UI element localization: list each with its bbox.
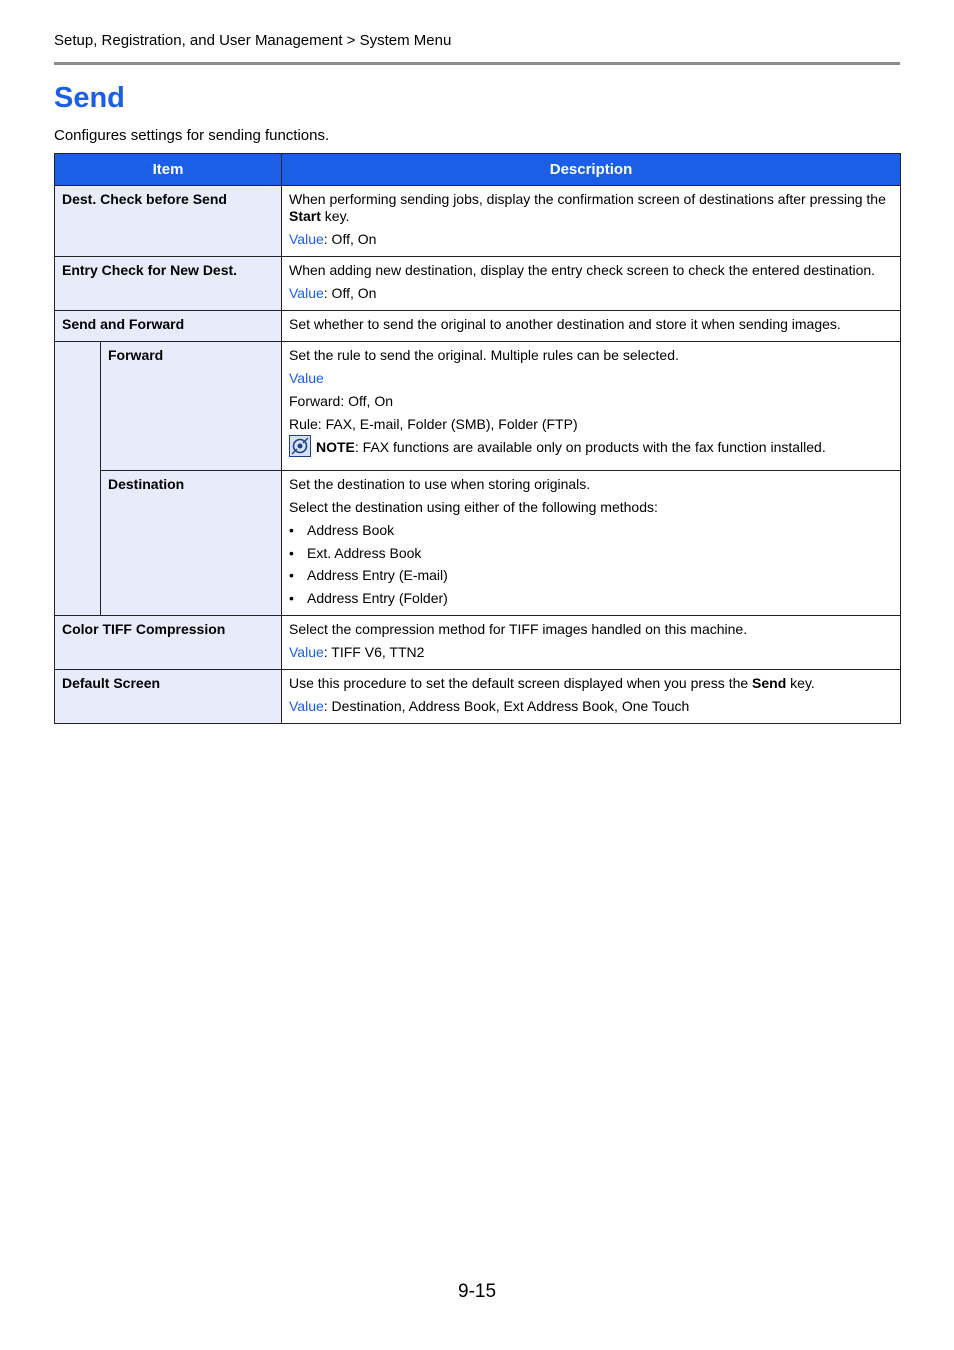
desc-text: Use this procedure to set the default screen displayed when you press the — [289, 674, 753, 691]
value-text: : Off, On — [323, 285, 377, 301]
desc-text: Set the destination to use when storing originals. — [289, 476, 591, 492]
value-text: Rule: FAX, E-mail, Folder (SMB), Folder (FTP) — [289, 416, 578, 432]
desc-text: When performing sending jobs, display the confirmation screen of destinations after pressing the — [289, 191, 886, 207]
item-forward: Forward — [101, 342, 282, 471]
desc-dest-check — [282, 186, 901, 257]
desc-text: Select the destination using either of the following methods: — [289, 499, 658, 515]
value-label: Value — [289, 643, 324, 660]
value-label: Value — [289, 370, 324, 386]
key-name: Send — [752, 674, 787, 691]
breadcrumb: Setup, Registration, and User Management > System Menu — [54, 32, 452, 49]
table-row — [55, 311, 901, 342]
item-destination: Destination — [101, 471, 282, 616]
value-text: : TIFF V6, TTN2 — [323, 643, 425, 660]
item-dest-check: Dest. Check before Send — [55, 186, 282, 257]
desc-text: key. — [320, 208, 350, 224]
sub-item-indent — [55, 342, 101, 616]
list-item-label: Address Entry (Folder) — [307, 589, 448, 606]
table-row — [55, 615, 901, 669]
item-send-forward: Send and Forward — [55, 311, 282, 342]
note — [289, 439, 893, 461]
key-name: Start — [289, 208, 321, 224]
desc-entry-check — [282, 257, 901, 311]
list-item — [289, 545, 893, 562]
value-text: : Off, On — [323, 231, 377, 247]
note-text: : FAX functions are available only on products with the fax function installed. — [354, 439, 826, 455]
table-row — [55, 342, 901, 471]
desc-send-forward: Set whether to send the original to another destination and store it when sending images. — [282, 311, 901, 342]
list-item-label: Address Book — [307, 522, 395, 538]
desc-text: When adding new destination, display the entry check screen to check the entered destination. — [289, 262, 876, 278]
header-description: Description — [282, 154, 901, 186]
list-item — [289, 590, 893, 607]
desc-color-tiff — [282, 615, 901, 669]
page-number: 9-15 — [458, 1281, 497, 1302]
page-intro: Configures settings for sending functions. — [54, 127, 330, 144]
table-row — [55, 471, 901, 616]
desc-text: key. — [786, 674, 815, 691]
item-entry-check: Entry Check for New Dest. — [55, 257, 282, 311]
list-item-label: Address Entry (E-mail) — [307, 567, 448, 583]
desc-destination — [282, 471, 901, 616]
bullet-mark: • — [289, 589, 294, 606]
item-color-tiff: Color TIFF Compression — [55, 615, 282, 669]
bullet-mark: • — [289, 544, 294, 561]
table-row — [55, 257, 901, 311]
desc-default-screen — [282, 669, 901, 723]
table-row — [55, 186, 901, 257]
desc-forward — [282, 342, 901, 471]
header-item: Item — [55, 154, 282, 186]
bullet-mark: • — [289, 567, 294, 583]
desc-text: Select the compression method for TIFF images handled on this machine. — [289, 620, 748, 637]
table-row — [55, 669, 901, 723]
note-icon — [289, 435, 311, 457]
value-label: Value — [289, 697, 324, 714]
settings-table — [54, 153, 901, 724]
method-list — [289, 522, 893, 607]
item-default-screen: Default Screen — [55, 669, 282, 723]
list-item — [289, 522, 893, 539]
list-item-label: Ext. Address Book — [307, 544, 422, 561]
value-text: Forward: Off, On — [289, 393, 393, 409]
value-label: Value — [289, 231, 324, 247]
page-title: Send — [54, 82, 125, 114]
value-text: : Destination, Address Book, Ext Address Book, One Touch — [323, 697, 690, 714]
desc-text: Set the rule to send the original. Multiple rules can be selected. — [289, 347, 679, 363]
list-item — [289, 567, 893, 584]
bullet-mark: • — [289, 522, 294, 538]
note-label: NOTE — [316, 439, 355, 455]
header-divider — [54, 62, 900, 65]
value-label: Value — [289, 285, 324, 301]
table-header-row — [55, 154, 901, 186]
